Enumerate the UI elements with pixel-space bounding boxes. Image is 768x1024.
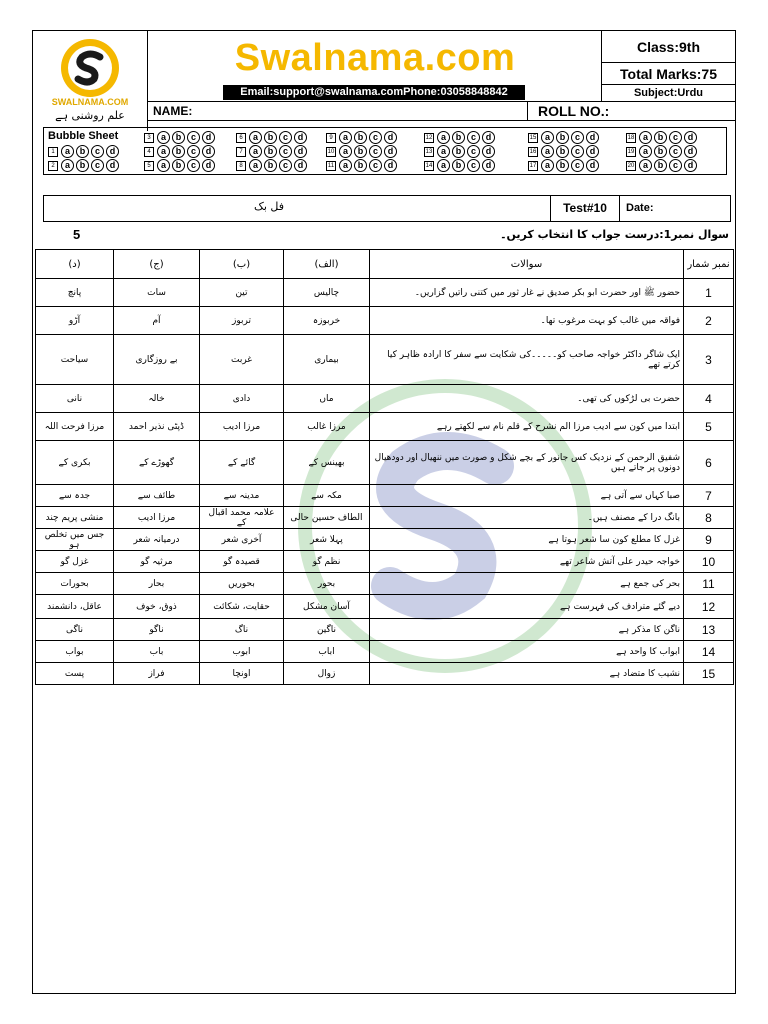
bubble-group xyxy=(236,159,309,172)
option-b: حقایت، شکائت xyxy=(200,595,284,619)
table-row xyxy=(36,307,734,335)
bubble-option[interactable]: a xyxy=(639,131,652,144)
option-b: تین xyxy=(200,279,284,307)
header-serial: نمبر شمار xyxy=(684,250,734,279)
bubble-sheet xyxy=(43,127,727,175)
bubble-group xyxy=(528,145,601,158)
question-marks: 5 xyxy=(73,227,81,242)
table-row xyxy=(36,441,734,485)
bubble-question-number: 7 xyxy=(236,147,246,157)
bubble-group xyxy=(144,145,217,158)
bubble-option[interactable]: b xyxy=(452,159,465,172)
question-text: حضرت بی لڑکوں کی تھی۔ xyxy=(370,385,684,413)
bubble-group xyxy=(424,145,497,158)
option-b: تربوز xyxy=(200,307,284,335)
bubble-option[interactable]: a xyxy=(61,159,74,172)
bubble-question-number: 2 xyxy=(48,161,58,171)
bubble-group xyxy=(48,145,121,158)
bubble-option[interactable]: a xyxy=(249,145,262,158)
option-d: عاقل، دانشمند xyxy=(36,595,114,619)
serial-number: 11 xyxy=(684,573,734,595)
bubble-option[interactable]: a xyxy=(339,159,352,172)
option-d: بحورات xyxy=(36,573,114,595)
option-c: مرزا ادیب xyxy=(114,507,200,529)
bubble-group xyxy=(326,145,399,158)
header-option-b: (ب) xyxy=(200,250,284,279)
bubble-option[interactable]: d xyxy=(202,159,215,172)
question-heading: سوال نمبر1:درست جواب کا انتخاب کریں۔ xyxy=(500,228,729,241)
mcq-table xyxy=(35,249,734,685)
subject-label: Subject:Urdu xyxy=(601,85,735,101)
bubble-group xyxy=(528,131,601,144)
bubble-option[interactable]: c xyxy=(467,131,480,144)
bubble-option[interactable]: a xyxy=(249,159,262,172)
bubble-group xyxy=(626,145,699,158)
bubble-question-number: 3 xyxy=(144,133,154,143)
bubble-option[interactable]: c xyxy=(669,131,682,144)
bubble-option[interactable]: b xyxy=(172,159,185,172)
option-a: ماں xyxy=(284,385,370,413)
header-questions: سوالات xyxy=(370,250,684,279)
bubble-option[interactable]: d xyxy=(202,131,215,144)
option-d: مرزا فرحت اللہ xyxy=(36,413,114,441)
option-a: الطاف حسین حالی xyxy=(284,507,370,529)
question-text: دیے گئے مترادف کی فہرست ہے xyxy=(370,595,684,619)
option-a: ناگین xyxy=(284,619,370,641)
bubble-option[interactable]: c xyxy=(369,131,382,144)
bubble-question-number: 18 xyxy=(627,134,635,141)
test-info-row xyxy=(43,195,731,222)
option-c: خالہ xyxy=(114,385,200,413)
option-b: مرزا ادیب xyxy=(200,413,284,441)
bubble-option[interactable]: c xyxy=(187,131,200,144)
bubble-group xyxy=(326,159,399,172)
option-c: آم xyxy=(114,307,200,335)
bubble-option[interactable]: a xyxy=(541,145,554,158)
bubble-option[interactable]: b xyxy=(264,159,277,172)
bubble-option[interactable]: c xyxy=(571,159,584,172)
question-text: فواقہ میں غالب کو بہت مرغوب تھا۔ xyxy=(370,307,684,335)
bubble-option[interactable]: c xyxy=(279,159,292,172)
option-a: بھینس کے xyxy=(284,441,370,485)
option-d: پانچ xyxy=(36,279,114,307)
table-row xyxy=(36,507,734,529)
bubble-option[interactable]: a xyxy=(639,159,652,172)
table-row xyxy=(36,619,734,641)
bubble-option[interactable]: a xyxy=(157,159,170,172)
bubble-option[interactable]: d xyxy=(586,131,599,144)
option-d: بواب xyxy=(36,641,114,663)
logo xyxy=(33,31,148,131)
question-text: نشیب کا متضاد ہے xyxy=(370,663,684,685)
bubble-option[interactable]: b xyxy=(172,131,185,144)
bubble-option[interactable]: d xyxy=(684,131,697,144)
bubble-group xyxy=(236,131,309,144)
option-b: دادی xyxy=(200,385,284,413)
answer-sheet-page xyxy=(32,30,736,994)
bubble-question-number: 9 xyxy=(326,133,336,143)
option-c: فراز xyxy=(114,663,200,685)
option-c: ڈپٹی نذیر احمد xyxy=(114,413,200,441)
bubble-question-number: 14 xyxy=(425,162,433,169)
bubble-option[interactable]: d xyxy=(586,145,599,158)
bubble-group xyxy=(48,159,121,172)
bubble-option[interactable]: a xyxy=(639,145,652,158)
bubble-option[interactable]: b xyxy=(556,145,569,158)
bubble-group xyxy=(236,145,309,158)
bubble-option[interactable]: d xyxy=(684,145,697,158)
serial-number: 9 xyxy=(684,529,734,551)
bubble-option[interactable]: b xyxy=(264,131,277,144)
bubble-option[interactable]: a xyxy=(339,131,352,144)
option-d: منشی پریم چند xyxy=(36,507,114,529)
header-option-a: (الف) xyxy=(284,250,370,279)
bubble-option[interactable]: a xyxy=(157,145,170,158)
option-b: قصیدہ گو xyxy=(200,551,284,573)
bubble-option[interactable]: a xyxy=(437,131,450,144)
option-d: جدہ سے xyxy=(36,485,114,507)
bubble-option[interactable]: c xyxy=(369,145,382,158)
serial-number: 6 xyxy=(684,441,734,485)
bubble-sheet-title: Bubble Sheet xyxy=(48,130,119,142)
table-header-row xyxy=(36,250,734,279)
bubble-option[interactable]: d xyxy=(384,145,397,158)
table-row xyxy=(36,335,734,385)
question-text: بانگ درا کے مصنف ہیں۔ xyxy=(370,507,684,529)
bubble-question-number: 15 xyxy=(529,134,537,141)
bubble-question-number: 16 xyxy=(529,148,537,155)
bubble-option[interactable]: d xyxy=(482,145,495,158)
bubble-option[interactable]: c xyxy=(669,145,682,158)
bubble-option[interactable]: c xyxy=(91,145,104,158)
bubble-option[interactable]: c xyxy=(91,159,104,172)
option-b: ناگ xyxy=(200,619,284,641)
bubble-option[interactable]: c xyxy=(467,159,480,172)
serial-number: 7 xyxy=(684,485,734,507)
bubble-group xyxy=(144,159,217,172)
serial-number: 8 xyxy=(684,507,734,529)
question-text: ایک شاگر داکٹر خواجہ صاحب کو۔۔۔۔۔کی شکایت سے سفر کا ارادہ ظاہر کیا کرتے تھے xyxy=(370,335,684,385)
bubble-question-number: 12 xyxy=(425,134,433,141)
bubble-option[interactable]: a xyxy=(437,159,450,172)
table-row xyxy=(36,551,734,573)
option-a: آسان مشکل xyxy=(284,595,370,619)
bubble-option[interactable]: d xyxy=(586,159,599,172)
subject-urdu: فل بک xyxy=(254,200,284,213)
option-c: درمیانہ شعر xyxy=(114,529,200,551)
total-marks: Total Marks:75 xyxy=(601,63,735,85)
option-d: سیاحت xyxy=(36,335,114,385)
table-row xyxy=(36,485,734,507)
logo-name: SWALNAMA.COM xyxy=(51,97,129,107)
bubble-option[interactable]: a xyxy=(61,145,74,158)
bubble-option[interactable]: b xyxy=(354,159,367,172)
option-d: پست xyxy=(36,663,114,685)
question-text: ابواب کا واحد ہے xyxy=(370,641,684,663)
serial-number: 12 xyxy=(684,595,734,619)
question-text: شفیق الرحمن کے نزدیک کس جانور کے بچے شکل و صورت میں ننھیال اور دودھیال دونوں پر جاتے ہیں xyxy=(370,441,684,485)
option-d: ناگی xyxy=(36,619,114,641)
serial-number: 4 xyxy=(684,385,734,413)
header xyxy=(33,31,735,133)
option-a: مکہ سے xyxy=(284,485,370,507)
bubble-question-number: 10 xyxy=(327,148,335,155)
bubble-group xyxy=(144,131,217,144)
bubble-option[interactable]: b xyxy=(654,131,667,144)
option-d: نانی xyxy=(36,385,114,413)
serial-number: 15 xyxy=(684,663,734,685)
bubble-question-number: 6 xyxy=(236,133,246,143)
bubble-group xyxy=(424,159,497,172)
option-b: غربت xyxy=(200,335,284,385)
option-c: بحار xyxy=(114,573,200,595)
bubble-group xyxy=(626,131,699,144)
bubble-question-number: 13 xyxy=(425,148,433,155)
bubble-option[interactable]: d xyxy=(684,159,697,172)
bubble-option[interactable]: b xyxy=(76,159,89,172)
bubble-question-number: 20 xyxy=(627,162,635,169)
roll-number-field[interactable]: ROLL NO.: xyxy=(527,101,735,121)
bubble-group xyxy=(626,159,699,172)
bubble-option[interactable]: b xyxy=(76,145,89,158)
table-row xyxy=(36,529,734,551)
name-field[interactable]: NAME: xyxy=(147,101,527,121)
bubble-option[interactable]: d xyxy=(482,159,495,172)
option-c: سات xyxy=(114,279,200,307)
option-c: ناگو xyxy=(114,619,200,641)
bubble-question-number: 5 xyxy=(144,161,154,171)
option-d: غزل گو xyxy=(36,551,114,573)
bubble-option[interactable]: a xyxy=(157,131,170,144)
bubble-group xyxy=(424,131,497,144)
bubble-question-number: 19 xyxy=(627,148,635,155)
option-a: چالیس xyxy=(284,279,370,307)
bubble-option[interactable]: b xyxy=(354,145,367,158)
option-a: اباب xyxy=(284,641,370,663)
bubble-option[interactable]: d xyxy=(106,159,119,172)
table-row xyxy=(36,413,734,441)
option-c: گھوڑے کے xyxy=(114,441,200,485)
option-a: خربوزہ xyxy=(284,307,370,335)
bubble-option[interactable]: b xyxy=(452,145,465,158)
serial-number: 2 xyxy=(684,307,734,335)
question-text: غزل کا مطلع کون سا شعر ہوتا ہے xyxy=(370,529,684,551)
serial-number: 1 xyxy=(684,279,734,307)
bubble-option[interactable]: c xyxy=(669,159,682,172)
table-row xyxy=(36,641,734,663)
brand-title: Swalnama.com xyxy=(234,37,516,79)
option-b: مدینہ سے xyxy=(200,485,284,507)
option-c: باب xyxy=(114,641,200,663)
bubble-option[interactable]: a xyxy=(339,145,352,158)
bubble-option[interactable]: a xyxy=(249,131,262,144)
serial-number: 3 xyxy=(684,335,734,385)
option-a: پہلا شعر xyxy=(284,529,370,551)
option-b: علامہ محمد اقبال کے xyxy=(200,507,284,529)
bubble-option[interactable]: d xyxy=(106,145,119,158)
table-row xyxy=(36,573,734,595)
bubble-option[interactable]: b xyxy=(172,145,185,158)
contact-line: Email:support@swalnama.comPhone:03058848842 xyxy=(223,85,525,100)
logo-icon xyxy=(59,37,121,99)
bubble-option[interactable]: d xyxy=(384,131,397,144)
bubble-question-number: 17 xyxy=(529,162,537,169)
bubble-option[interactable]: c xyxy=(279,145,292,158)
bubble-group xyxy=(326,131,399,144)
bubble-option[interactable]: c xyxy=(279,131,292,144)
bubble-option[interactable]: c xyxy=(571,145,584,158)
bubble-option[interactable]: d xyxy=(294,145,307,158)
question-text: خواجہ حیدر علی آتش شاعر تھے xyxy=(370,551,684,573)
bubble-option[interactable]: c xyxy=(571,131,584,144)
bubble-question-number: 4 xyxy=(144,147,154,157)
option-c: ذوق، خوف xyxy=(114,595,200,619)
bubble-question-number: 8 xyxy=(236,161,246,171)
option-c: بے روزگاری xyxy=(114,335,200,385)
bubble-option[interactable]: b xyxy=(654,159,667,172)
option-b: بحوریں xyxy=(200,573,284,595)
bubble-option[interactable]: c xyxy=(187,145,200,158)
test-number: Test#10 xyxy=(550,196,620,221)
question-text: ناگن کا مذکر ہے xyxy=(370,619,684,641)
option-b: ابوب xyxy=(200,641,284,663)
serial-number: 13 xyxy=(684,619,734,641)
serial-number: 14 xyxy=(684,641,734,663)
bubble-question-number: 11 xyxy=(327,162,335,169)
option-c: مرثیہ گو xyxy=(114,551,200,573)
bubble-option[interactable]: d xyxy=(202,145,215,158)
logo-tagline: علم روشنی ہے xyxy=(55,109,125,122)
class-label: Class:9th xyxy=(601,31,735,63)
option-d: جس میں تخلص ہو xyxy=(36,529,114,551)
bubble-option[interactable]: b xyxy=(452,131,465,144)
table-row xyxy=(36,385,734,413)
bubble-option[interactable]: b xyxy=(654,145,667,158)
bubble-option[interactable]: d xyxy=(384,159,397,172)
header-option-d: (د) xyxy=(36,250,114,279)
bubble-group xyxy=(528,159,601,172)
option-d: آڑو xyxy=(36,307,114,335)
bubble-option[interactable]: b xyxy=(556,159,569,172)
bubble-option[interactable]: a xyxy=(541,131,554,144)
option-b: اونچا xyxy=(200,663,284,685)
serial-number: 5 xyxy=(684,413,734,441)
question-text: حضور ﷺ اور حضرت ابو بکر صدیق نے غار ثور میں کتنی راتیں گزاریں۔ xyxy=(370,279,684,307)
date-field[interactable]: Date: xyxy=(626,202,654,214)
bubble-option[interactable]: c xyxy=(467,145,480,158)
serial-number: 10 xyxy=(684,551,734,573)
bubble-option[interactable]: c xyxy=(187,159,200,172)
table-row xyxy=(36,663,734,685)
option-b: گائے کے xyxy=(200,441,284,485)
question-text: صبا کہاں سے آتی ہے xyxy=(370,485,684,507)
question-text: بحر کی جمع ہے xyxy=(370,573,684,595)
option-a: زوال xyxy=(284,663,370,685)
option-a: بحور xyxy=(284,573,370,595)
bubble-option[interactable]: d xyxy=(294,131,307,144)
bubble-option[interactable]: d xyxy=(482,131,495,144)
option-c: طائف سے xyxy=(114,485,200,507)
option-a: بیماری xyxy=(284,335,370,385)
option-a: مرزا غالب xyxy=(284,413,370,441)
bubble-option[interactable]: a xyxy=(437,145,450,158)
header-option-c: (ج) xyxy=(114,250,200,279)
table-row xyxy=(36,279,734,307)
option-d: بکری کے xyxy=(36,441,114,485)
option-b: آخری شعر xyxy=(200,529,284,551)
bubble-option[interactable]: b xyxy=(264,145,277,158)
table-row xyxy=(36,595,734,619)
bubble-option[interactable]: b xyxy=(556,131,569,144)
bubble-option[interactable]: b xyxy=(354,131,367,144)
question-text: ابتدا میں کون سے ادیب مرزا الم نشرح کے قلم نام سے لکھتے رہے xyxy=(370,413,684,441)
option-a: نظم گو xyxy=(284,551,370,573)
bubble-option[interactable]: d xyxy=(294,159,307,172)
bubble-question-number: 1 xyxy=(48,147,58,157)
bubble-option[interactable]: a xyxy=(541,159,554,172)
bubble-option[interactable]: c xyxy=(369,159,382,172)
